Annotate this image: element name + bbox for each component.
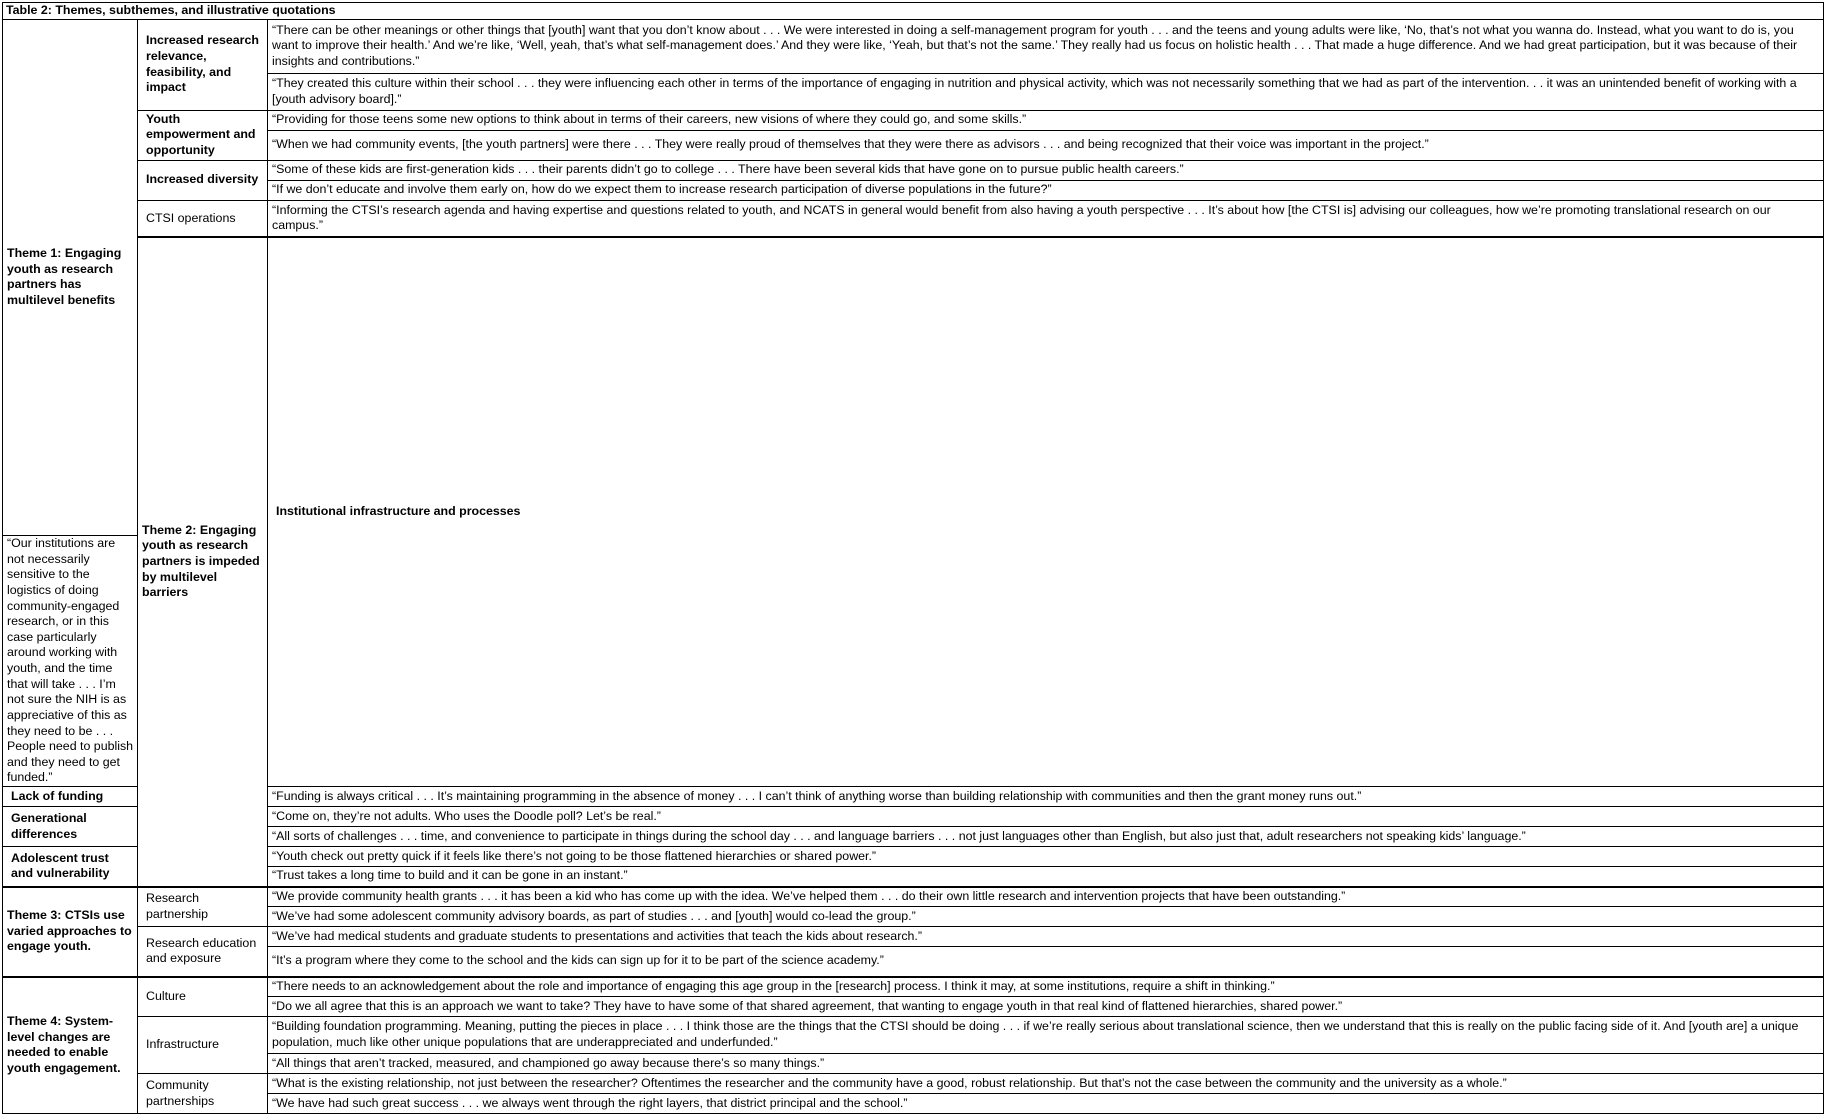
quote-cell: “There needs to an acknowledgement about the role and importance of engaging this age group in the [research] process. I think it may, at some institutions, require a shift in thinking.” bbox=[268, 977, 1824, 997]
quote-cell: “What is the existing relationship, not just between the researcher? Oftentimes the researcher and the community have a good, robust relationship. But that’s not the case between the community and the university as a whole.” bbox=[268, 1074, 1824, 1094]
quote-cell: “Providing for those teens some new options to think about in terms of their careers, new visions of where they could go, and some skills.” bbox=[268, 110, 1824, 130]
theme-4-title: Theme 4: System-level changes are needed to enable youth engagement. bbox=[3, 977, 138, 1114]
quote-cell: “There can be other meanings or other things that [youth] want that you don’t know about . . . We were interested in doing a self-management program for youth . . . and the teens and young adults were like, ‘No, that’s not what you wanna do. Instead, what you want to do is, you want to improve their health.’ And we’re like, ‘Well, yeah, that’s what self-management does.’ And they were like, ‘Yeah, but that’s not the same.’ They really had us focus on holistic health . . . That made a huge difference. And we had great participation, but it was because of their insights and contributions.” bbox=[268, 19, 1824, 73]
subtheme-label: Increased research relevance, feasibility, and impact bbox=[138, 19, 268, 110]
quote-cell: “We’ve had medical students and graduate students to presentations and activities that teach the kids about research.” bbox=[268, 927, 1824, 947]
subtheme-label: Adolescent trust and vulnerability bbox=[3, 847, 138, 887]
subtheme-label: Research education and exposure bbox=[138, 927, 268, 977]
theme-1-title: Theme 1: Engaging youth as research partners has multilevel benefits bbox=[3, 19, 138, 535]
theme-2-title: Theme 2: Engaging youth as research partners is impeded by multilevel barriers bbox=[138, 237, 268, 886]
quote-cell: “We’ve had some adolescent community advisory boards, as part of studies . . . and [youth] would co-lead the group.” bbox=[268, 907, 1824, 927]
quote-cell: “Trust takes a long time to build and it can be gone in an instant.” bbox=[268, 867, 1824, 887]
quote-cell: “Some of these kids are first-generation kids . . . their parents didn’t go to college . . . There have been several kids that have gone on to pursue public health careers.” bbox=[268, 160, 1824, 180]
quote-cell: “When we had community events, [the youth partners] were there . . . They were really proud of themselves that they were there as advisors . . . and being recognized that their voice was important in the project.” bbox=[268, 130, 1824, 160]
quote-cell: “Our institutions are not necessarily sensitive to the logistics of doing community-engaged research, or in this case particularly around working with youth, and the time that will take . . . I’m not sure the NIH is as appreciative of this as they need to be . . . People need to publish and they need to get funded.” bbox=[3, 536, 138, 787]
quote-cell: “Informing the CTSI’s research agenda and having expertise and questions related to youth, and NCATS in general would benefit from also having a youth perspective . . . It’s about how [the CTSI is] advising our colleagues, how we’re promoting translational research on our campus.” bbox=[268, 200, 1824, 237]
subtheme-label: Research partnership bbox=[138, 887, 268, 927]
subtheme-label: Lack of funding bbox=[3, 787, 138, 807]
quote-cell: “Come on, they’re not adults. Who uses the Doodle poll? Let’s be real.” bbox=[268, 807, 1824, 827]
quote-cell: “We provide community health grants . . . it has been a kid who has come up with the idea. We’ve helped them . . . do their own little research and intervention projects that have been outstanding.” bbox=[268, 887, 1824, 907]
subtheme-label: Culture bbox=[138, 977, 268, 1017]
quote-cell: “It’s a program where they come to the school and the kids can sign up for it to be part of the science academy.” bbox=[268, 947, 1824, 977]
subtheme-label: Community partnerships bbox=[138, 1074, 268, 1114]
quote-cell: “All sorts of challenges . . . time, and convenience to participate in things during the school day . . . and language barriers . . . not just languages other than English, but also just that, adult researchers not speaking kids’ language.” bbox=[268, 827, 1824, 847]
subtheme-label: Increased diversity bbox=[138, 160, 268, 200]
quote-cell: “If we don’t educate and involve them early on, how do we expect them to increase research participation of diverse populations in the future?” bbox=[268, 180, 1824, 200]
subtheme-label: Institutional infrastructure and processes bbox=[268, 237, 1824, 786]
quote-cell: “We have had such great success . . . we always went through the right layers, that district principal and the school.” bbox=[268, 1094, 1824, 1114]
subtheme-label: CTSI operations bbox=[138, 200, 268, 237]
theme-3-title: Theme 3: CTSIs use varied approaches to engage youth. bbox=[3, 887, 138, 977]
subtheme-label: Infrastructure bbox=[138, 1017, 268, 1074]
quote-cell: “Youth check out pretty quick if it feels like there’s not going to be those flattened hierarchies or shared power.” bbox=[268, 847, 1824, 867]
quote-cell: “Building foundation programming. Meaning, putting the pieces in place . . . I think those are the things that the CTSI should be doing . . . if we’re really serious about translational science, then we understand that this is really on the public facing side of it. And [youth are] a unique population, much like other unique populations that are underappreciated and underfunded.” bbox=[268, 1017, 1824, 1054]
subtheme-label: Youth empowerment and opportunity bbox=[138, 110, 268, 160]
quote-cell: “Funding is always critical . . . It’s maintaining programming in the absence of money . . . I can’t think of anything worse than building relationship with communities and then the grant money runs out.” bbox=[268, 787, 1824, 807]
table-title: Table 2: Themes, subthemes, and illustrative quotations bbox=[3, 3, 1824, 20]
quote-cell: “All things that aren’t tracked, measured, and championed go away because there’s so many things.” bbox=[268, 1054, 1824, 1074]
quote-cell: “Do we all agree that this is an approach we want to take? They have to have some of that shared agreement, that wanting to engage youth in that real kind of flattened hierarchies, shared power.” bbox=[268, 997, 1824, 1017]
quote-cell: “They created this culture within their school . . . they were influencing each other in terms of the importance of engaging in nutrition and physical activity, which was not necessarily something that we had as part of the intervention. . . it was an unintended benefit of working with a [youth advisory board].” bbox=[268, 73, 1824, 110]
themes-table bbox=[2, 2, 1824, 1114]
subtheme-label: Generational differences bbox=[3, 807, 138, 847]
